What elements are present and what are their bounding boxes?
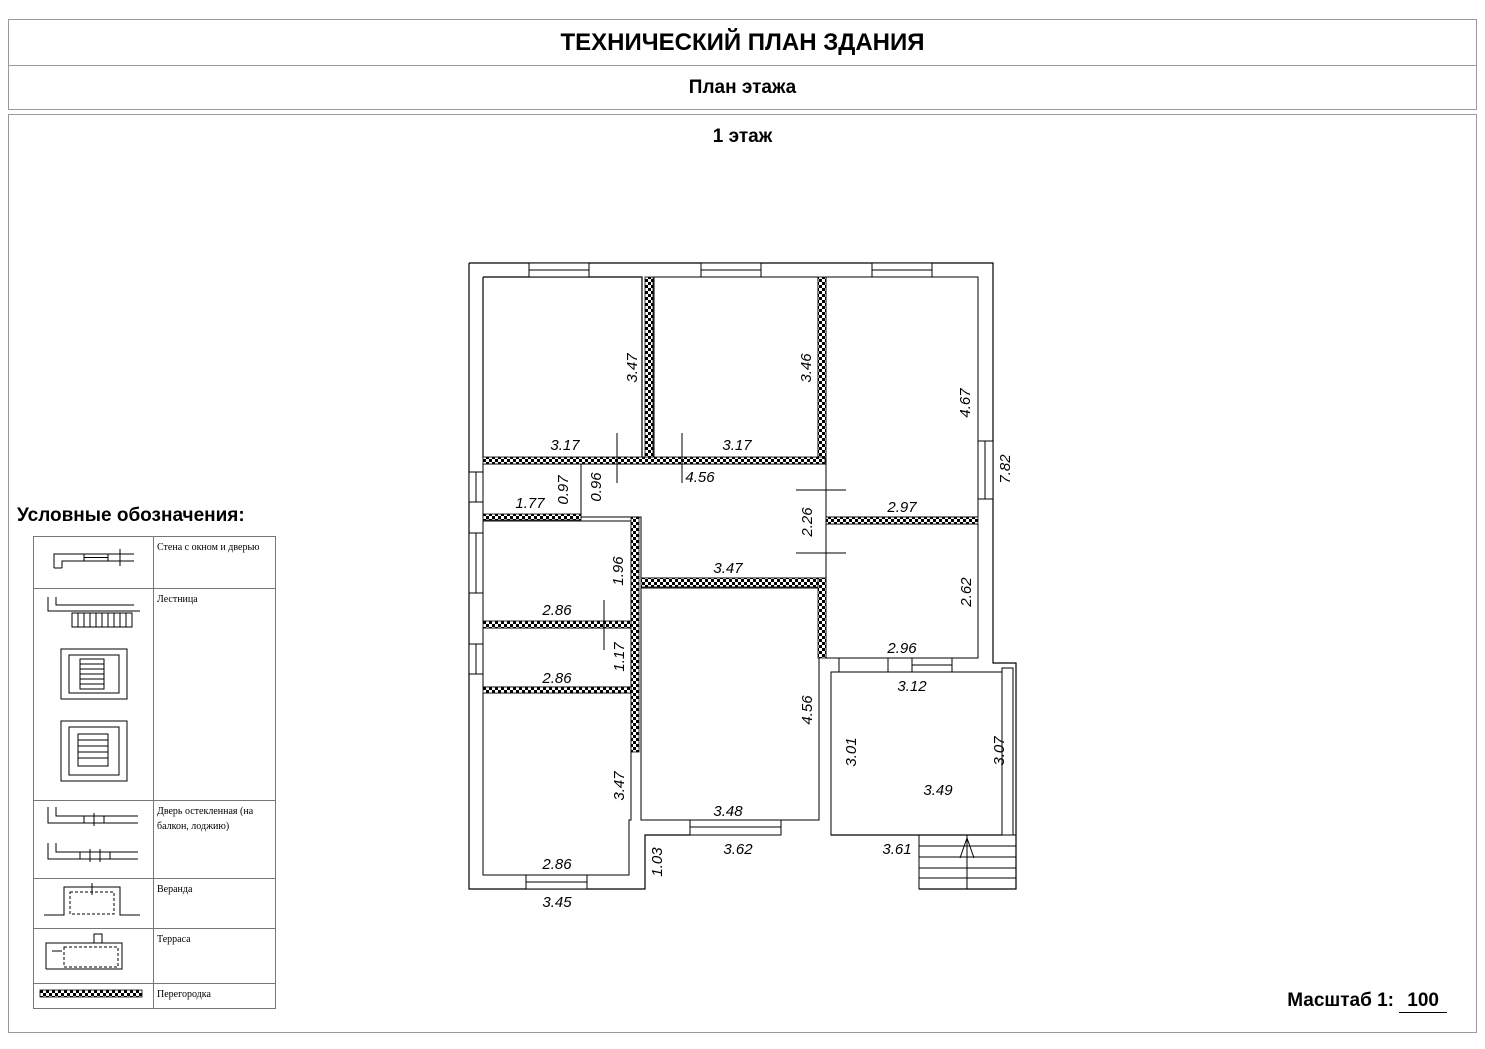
legend-title: Условные обозначения: xyxy=(17,505,245,526)
legend-label: Веранда xyxy=(154,879,276,929)
room-3 xyxy=(826,277,978,517)
room-5 xyxy=(826,524,978,658)
dim-label: 3.45 xyxy=(542,894,572,911)
partition-symbol xyxy=(34,984,154,1009)
dim-label: 4.56 xyxy=(685,469,715,486)
dim-label: 3.49 xyxy=(923,782,953,799)
dim-label: 3.47 xyxy=(713,560,743,577)
legend-row xyxy=(34,537,276,589)
dim-label: 2.97 xyxy=(887,499,917,516)
wall-window-door-symbol xyxy=(34,537,154,589)
dim-label: 1.77 xyxy=(515,495,545,512)
floor-label: 1 этаж xyxy=(712,126,773,147)
wall-window-door-icon xyxy=(34,537,153,583)
dim-label: 3.07 xyxy=(991,736,1008,766)
dim-label: 2.86 xyxy=(542,602,572,619)
veranda-symbol xyxy=(34,879,154,929)
room-2 xyxy=(654,277,818,458)
dim-label: 3.17 xyxy=(722,437,752,454)
dim-label: 3.01 xyxy=(843,737,860,767)
dim-label: 3.47 xyxy=(611,771,628,801)
dim-label: 2.26 xyxy=(799,507,816,537)
dim-label: 2.86 xyxy=(542,856,572,873)
glazed-door-icon xyxy=(34,801,153,873)
dim-label: 3.46 xyxy=(798,353,815,383)
partition-icon xyxy=(34,984,153,1003)
legend-row xyxy=(34,589,276,801)
dim-label: 7.82 xyxy=(997,454,1014,484)
dim-label: 4.67 xyxy=(957,388,974,418)
dim-label: 1.96 xyxy=(610,556,627,586)
stair-icon xyxy=(34,589,153,795)
glazed-door-symbol xyxy=(34,801,154,879)
legend-label: Лестница xyxy=(154,589,276,801)
legend-row xyxy=(34,929,276,984)
dim-label: 3.12 xyxy=(897,678,927,695)
dim-label: 2.86 xyxy=(542,670,572,687)
dim-label: 1.03 xyxy=(649,847,666,877)
dim-label: 2.62 xyxy=(958,577,975,607)
dim-label: 2.96 xyxy=(887,640,917,657)
dim-label: 0.96 xyxy=(588,472,605,502)
document-title: ТЕХНИЧЕСКИЙ ПЛАН ЗДАНИЯ xyxy=(8,19,1477,66)
terrace-icon xyxy=(34,929,153,978)
dim-label: 3.17 xyxy=(550,437,580,454)
entrance-steps xyxy=(919,835,1016,889)
legend-row xyxy=(34,879,276,929)
dim-label: 3.48 xyxy=(713,803,743,820)
room-kitchen xyxy=(641,588,819,820)
legend-label: Терраса xyxy=(154,929,276,984)
dim-label: 3.62 xyxy=(723,841,753,858)
legend-label: Стена с окном и дверью xyxy=(154,537,276,589)
veranda-icon xyxy=(34,879,153,923)
scale-value: 100 xyxy=(1399,990,1447,1013)
dim-label: 1.17 xyxy=(611,642,628,672)
dim-label: 0.97 xyxy=(555,475,572,505)
legend-label: Перегородка xyxy=(154,984,276,1009)
terrace-symbol xyxy=(34,929,154,984)
legend-row xyxy=(34,984,276,1009)
scale-label: Масштаб 1: xyxy=(1287,990,1395,1011)
legend-label: Дверь остекленная (на балкон, лоджию) xyxy=(154,801,276,879)
dim-label: 3.47 xyxy=(624,353,641,383)
door-marks xyxy=(582,433,846,650)
scale-indicator xyxy=(1287,990,1447,1013)
legend-table xyxy=(33,536,276,1009)
legend-row xyxy=(34,801,276,879)
stair-symbol xyxy=(34,589,154,801)
dim-label: 3.61 xyxy=(882,841,912,858)
document-subtitle: План этажа xyxy=(8,65,1477,110)
room-8 xyxy=(483,693,631,875)
dim-label: 4.56 xyxy=(799,695,816,725)
